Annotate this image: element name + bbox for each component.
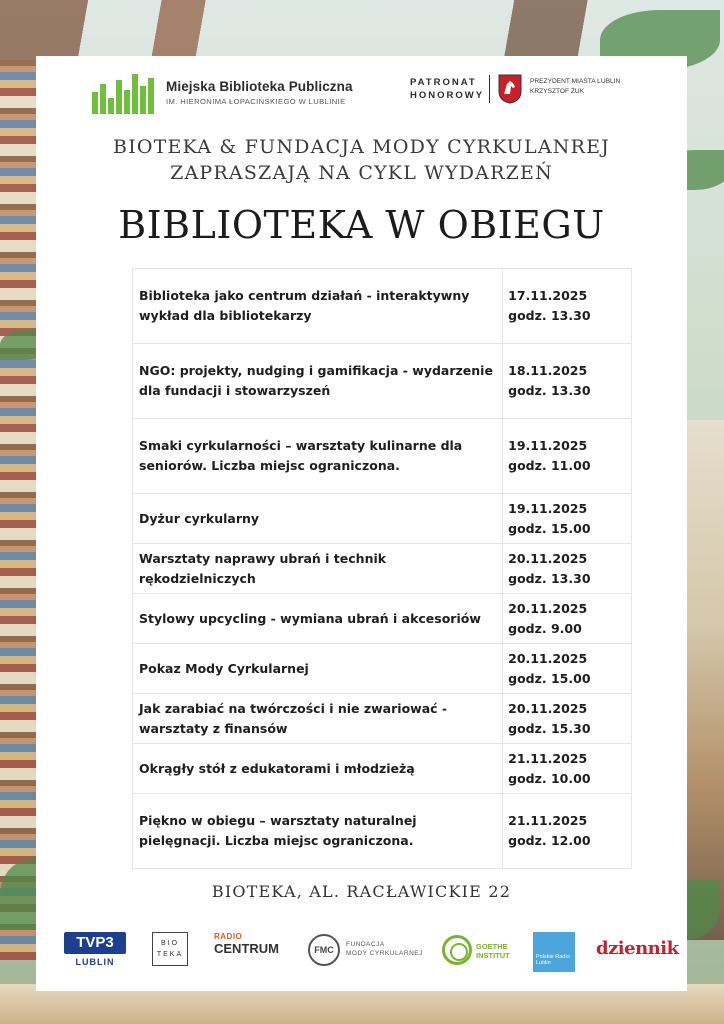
patronat-divider [489, 75, 490, 103]
event-row [133, 344, 632, 419]
patronat-label [410, 76, 484, 102]
bioteka-line2: TEKA [156, 951, 184, 958]
radio-centrum-logo [214, 932, 284, 972]
event-datetime [503, 644, 632, 694]
event-name: Jak zarabiać na twórczości i nie zwariować - warsztaty z finansów [133, 694, 503, 744]
event-datetime [503, 544, 632, 594]
president-label [530, 77, 620, 96]
patronat-line1: PATRONAT [410, 77, 477, 88]
background-shelf-right [684, 420, 724, 940]
bioteka-logo [152, 932, 188, 966]
poster-card [36, 56, 687, 991]
event-row [133, 694, 632, 744]
event-date: 21.11.2025 [508, 813, 588, 828]
fmc-line1: FUNDACJA [346, 941, 385, 948]
radio-top: RADIO [214, 932, 243, 941]
event-datetime [503, 744, 632, 794]
event-row [133, 644, 632, 694]
library-subtitle: IM. HIERONIMA ŁOPACIŃSKIEGO W LUBLINIE [166, 97, 346, 106]
event-datetime [503, 344, 632, 419]
event-datetime [503, 594, 632, 644]
event-time: godz. 12.00 [508, 833, 591, 848]
president-line2: KRZYSZTOF ŻUK [530, 87, 585, 95]
event-date: 19.11.2025 [508, 500, 588, 516]
event-row [133, 594, 632, 644]
background-bookshelf-left [0, 60, 40, 960]
dziennik-logo: dziennik [596, 938, 679, 959]
event-date: 20.11.2025 [508, 600, 588, 616]
event-row [133, 419, 632, 494]
event-name: Piękno w obiegu – warsztaty naturalnej pielęgnacji. Liczba miejsc ograniczona. [133, 794, 503, 869]
event-time: godz. 15.30 [508, 720, 591, 736]
fmc-logo [308, 932, 428, 972]
goethe-institut-logo [442, 932, 522, 972]
polskie-radio-lublin-logo: Polskie Radio Lublin [533, 932, 575, 972]
event-date: 20.11.2025 [508, 550, 588, 566]
radio-main: CENTRUM [214, 941, 279, 956]
event-name: Dyżur cyrkularny [133, 494, 503, 544]
event-time: godz. 13.30 [508, 308, 591, 323]
event-date: 19.11.2025 [508, 438, 588, 453]
goethe-text [476, 942, 510, 960]
invitation-line2: ZAPRASZAJĄ NA CYKL WYDARZEŃ [170, 162, 553, 184]
event-name: Smaki cyrkularności – warsztaty kulinarne dla seniorów. Liczba miejsc ograniczona. [133, 419, 503, 494]
library-logo-icon [92, 74, 160, 114]
event-time: godz. 13.30 [508, 383, 591, 398]
event-datetime [503, 269, 632, 344]
event-name: NGO: projekty, nudging i gamifikacja - wydarzenie dla fundacji i stowarzyszeń [133, 344, 503, 419]
invitation-line1: BIOTEKA & FUNDACJA MODY CYRKULANREJ [113, 136, 610, 158]
event-name: Pokaz Mody Cyrkularnej [133, 644, 503, 694]
event-date: 21.11.2025 [508, 750, 588, 766]
event-time: godz. 13.30 [508, 570, 591, 586]
lublin-crest-icon [498, 74, 522, 104]
event-row [133, 544, 632, 594]
venue-address: BIOTEKA, AL. RACŁAWICKIE 22 [211, 882, 512, 901]
poster-title: BIBLIOTEKA W OBIEGU [118, 203, 605, 247]
event-datetime [503, 494, 632, 544]
event-time: godz. 15.00 [508, 520, 591, 536]
event-datetime [503, 419, 632, 494]
goethe-line2: INSTITUT [476, 951, 510, 960]
library-name: Miejska Biblioteka Publiczna [166, 79, 353, 94]
president-line1: PREZYDENT MIASTA LUBLIN [530, 78, 621, 85]
fmc-text [346, 940, 423, 958]
patronat-line2: HONOROWY [410, 90, 485, 101]
tvp3-mark: TVP3 [64, 932, 126, 954]
fmc-line2: MODY CYRKULARNEJ [346, 950, 423, 957]
event-row [133, 269, 632, 344]
event-date: 17.11.2025 [508, 288, 588, 303]
events-table [132, 268, 632, 869]
event-date: 20.11.2025 [508, 700, 588, 716]
event-time: godz. 15.00 [508, 670, 591, 686]
tvp3-city: LUBLIN [75, 957, 115, 967]
event-name: Biblioteka jako centrum działań - interaktywny wykład dla bibliotekarzy [133, 269, 503, 344]
bioteka-line1: BIO [160, 940, 180, 947]
event-row [133, 494, 632, 544]
event-name: Stylowy upcycling - wymiana ubrań i akcesoriów [133, 594, 503, 644]
goethe-circle-icon [442, 935, 472, 965]
event-name: Okrągły stół z edukatorami i młodzieżą [133, 744, 503, 794]
event-datetime [503, 694, 632, 744]
event-time: godz. 10.00 [508, 770, 591, 786]
event-time: godz. 11.00 [508, 458, 591, 473]
event-name: Warsztaty naprawy ubrań i technik rękodzielniczych [133, 544, 503, 594]
event-row [133, 744, 632, 794]
fmc-mark: FMC [308, 934, 340, 966]
event-date: 18.11.2025 [508, 363, 588, 378]
event-row [133, 794, 632, 869]
goethe-line1: GOETHE [476, 942, 508, 951]
tvp3-lublin-logo [64, 932, 126, 972]
event-date: 20.11.2025 [508, 650, 588, 666]
event-datetime [503, 794, 632, 869]
event-time: godz. 9.00 [508, 620, 582, 636]
